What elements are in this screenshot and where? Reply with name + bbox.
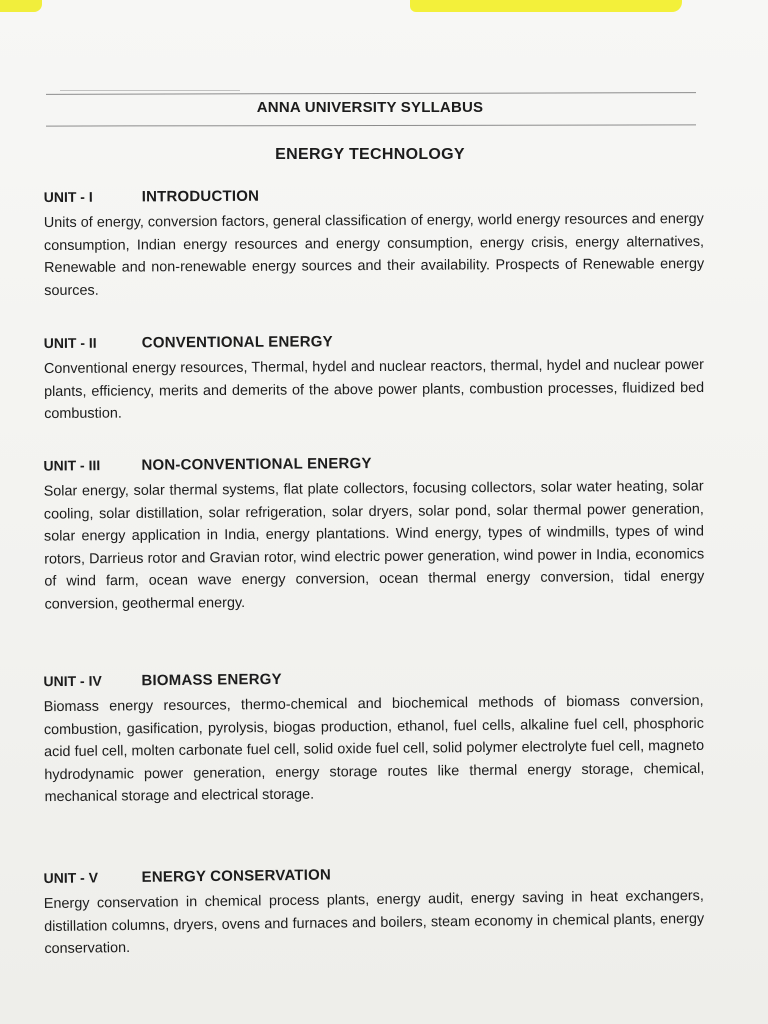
unit-section (44, 185, 705, 302)
divider-line (46, 124, 696, 126)
unit-name: CONVENTIONAL ENERGY (141, 333, 333, 352)
unit-content: Units of energy, conversion factors, general classification of energy, world energy resources and energy consumption, Indian energy resources and energy consumption, energy crisis, energy alternatives, Renewable and non-renewable energy sources and their availability. Prospects of Renewable energy sources. (43, 210, 705, 299)
unit-heading (43, 452, 703, 474)
unit-section (44, 331, 705, 426)
unit-heading (44, 185, 704, 206)
unit-content: Energy conservation in chemical process plants, energy audit, energy saving in heat exchangers, distillation columns, dryers, ovens and furnaces and boilers, steam economy in chemical plants, energy conservation. (43, 887, 705, 958)
unit-number: UNIT - II (43, 334, 97, 352)
unit-name: ENERGY CONSERVATION (141, 866, 332, 886)
unit-name: NON-CONVENTIONAL ENERGY (141, 455, 372, 474)
unit-section (43, 862, 704, 961)
divider-line (60, 90, 240, 91)
unit-name: BIOMASS ENERGY (141, 670, 282, 690)
unit-number: UNIT - III (43, 457, 101, 474)
unit-content: Biomass energy resources, thermo-chemical and biochemical methods of biomass conversion, combustion, gasification, pyrolysis, biogas production, ethanol, fuel cells, alkaline fuel cell, phosphoric acid fuel cell, molten carbonate fuel cell, solid oxide fuel cell, solid polymer electrolyte fuel cell, magneto hydrodynamic power generation, energy storage routes like thermal energy storage, chemical, mechanical storage and electrical storage. (43, 692, 705, 806)
unit-number: UNIT - I (43, 188, 93, 206)
syllabus-title: ANNA UNIVERSITY SYLLABUS (256, 99, 484, 116)
unit-section (43, 452, 704, 615)
unit-name: INTRODUCTION (141, 187, 260, 206)
unit-heading (43, 862, 703, 887)
unit-section (43, 667, 704, 809)
unit-heading (43, 667, 703, 690)
subject-title: ENERGY TECHNOLOGY (275, 146, 465, 163)
unit-content: Conventional energy resources, Thermal, hydel and nuclear reactors, thermal, hydel and nuclear power plants, efficiency, merits and demerits of the above power plants, combustion processes, fluidized bed combustion. (43, 356, 705, 423)
highlighter-mark (0, 0, 42, 12)
unit-number: UNIT - IV (43, 672, 102, 690)
divider-line (46, 92, 696, 95)
unit-number: UNIT - V (43, 869, 99, 887)
unit-content: Solar energy, solar thermal systems, flat plate collectors, focusing collectors, solar water heating, solar cooling, solar distillation, solar refrigeration, solar dryers, solar pond, solar thermal power generation, solar energy application in India, energy plantations. Wind energy, types of windmills, types of wind rotors, Darrieus rotor and Gravian rotor, wind electric power generation, wind power in India, economics of wind farm, ocean wave energy conversion, ocean thermal energy conversion, tidal energy conversion, geothermal energy. (43, 478, 705, 613)
highlighter-mark (410, 0, 682, 12)
unit-heading (44, 331, 704, 352)
